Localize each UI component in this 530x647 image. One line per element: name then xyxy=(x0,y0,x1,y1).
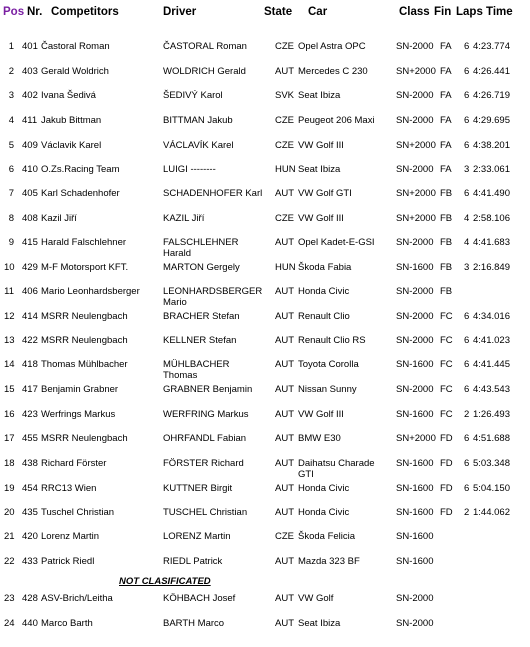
row-class: SN-1600 xyxy=(396,531,434,542)
row-class: SN-2000 xyxy=(396,286,434,297)
row-pos: 10 xyxy=(4,262,15,273)
row-fin: FA xyxy=(440,164,452,175)
row-nr: 440 xyxy=(22,618,38,629)
row-driver: MARTON Gergely xyxy=(163,262,240,273)
row-driver: FÖRSTER Richard xyxy=(163,458,244,469)
row-car: Honda Civic xyxy=(298,286,350,297)
row-fin: FB xyxy=(440,188,453,199)
row-class: SN+2000 xyxy=(396,433,436,444)
row-competitor: Častoral Roman xyxy=(41,41,110,52)
row-pos: 9 xyxy=(8,237,14,248)
row-state: AUT xyxy=(275,618,294,629)
row-time: 2:58.106 xyxy=(473,213,510,224)
table-row xyxy=(0,213,530,224)
row-nr: 410 xyxy=(22,164,38,175)
row-class: SN-1600 xyxy=(396,409,434,420)
header-competitors: Competitors xyxy=(51,6,119,18)
row-class: SN-2000 xyxy=(396,237,434,248)
row-driver: LORENZ Martin xyxy=(163,531,231,542)
header-laps: Laps xyxy=(456,6,483,18)
row-class: SN-2000 xyxy=(396,41,434,52)
row-class: SN-2000 xyxy=(396,618,434,629)
row-competitor: MSRR Neulengbach xyxy=(41,311,128,322)
row-nr: 454 xyxy=(22,483,38,494)
row-competitor: O.Zs.Racing Team xyxy=(41,164,120,175)
row-fin: FA xyxy=(440,90,452,101)
row-car: Škoda Felicia xyxy=(298,531,356,542)
row-state: AUT xyxy=(275,311,294,322)
row-laps: 6 xyxy=(464,483,470,494)
table-row xyxy=(0,359,530,381)
row-pos: 1 xyxy=(8,41,14,52)
row-laps: 6 xyxy=(464,384,470,395)
row-pos: 15 xyxy=(4,384,15,395)
row-competitor: Thomas Mühlbacher xyxy=(41,359,128,370)
row-state: HUN xyxy=(275,262,296,273)
row-pos: 8 xyxy=(8,213,14,224)
header-driver: Driver xyxy=(163,6,197,18)
row-driver: BITTMAN Jakub xyxy=(163,115,233,126)
row-state: AUT xyxy=(275,286,294,297)
header-pos: Pos xyxy=(3,6,25,18)
table-row xyxy=(0,115,530,126)
row-nr: 415 xyxy=(22,237,38,248)
row-competitor: M-F Motorsport KFT. xyxy=(41,262,129,273)
row-state: SVK xyxy=(275,90,295,101)
row-state: CZE xyxy=(275,213,294,224)
row-competitor: Patrick Riedl xyxy=(41,556,95,567)
not-classified-label: NOT CLASIFICATED xyxy=(119,576,211,587)
table-row xyxy=(0,593,530,604)
row-car: VW Golf GTI xyxy=(298,188,352,199)
row-state: AUT xyxy=(275,458,294,469)
row-pos: 11 xyxy=(4,286,14,297)
row-fin: FA xyxy=(440,115,452,126)
row-car: Mercedes C 230 xyxy=(298,66,368,77)
row-driver: WOLDRICH Gerald xyxy=(163,66,246,77)
row-fin: FC xyxy=(440,359,453,370)
table-row xyxy=(0,262,530,273)
row-nr: 435 xyxy=(22,507,38,518)
row-state: AUT xyxy=(275,335,294,346)
row-fin: FC xyxy=(440,335,453,346)
row-laps: 3 xyxy=(464,262,470,273)
row-time: 4:51.688 xyxy=(473,433,510,444)
row-laps: 2 xyxy=(464,409,470,420)
row-time: 4:41.490 xyxy=(473,188,510,199)
row-class: SN-2000 xyxy=(396,384,434,395)
row-fin: FA xyxy=(440,140,452,151)
row-competitor: MSRR Neulengbach xyxy=(41,335,128,346)
row-car: BMW E30 xyxy=(298,433,341,444)
row-fin: FB xyxy=(440,286,453,297)
row-pos: 6 xyxy=(8,164,14,175)
row-state: CZE xyxy=(275,41,294,52)
row-driver: SCHADENHOFER Karl xyxy=(163,188,263,199)
row-state: AUT xyxy=(275,237,294,248)
header-car: Car xyxy=(308,6,328,18)
row-driver: RIEDL Patrick xyxy=(163,556,223,567)
row-car: Opel Kadet-E-GSI xyxy=(298,237,375,248)
row-competitor: Marco Barth xyxy=(41,618,93,629)
row-nr: 403 xyxy=(22,66,38,77)
row-state: HUN xyxy=(275,164,296,175)
row-driver-line2: Mario xyxy=(163,297,187,308)
row-pos: 5 xyxy=(8,140,14,151)
row-car: Peugeot 206 Maxi xyxy=(298,115,375,126)
row-car: Daihatsu Charade xyxy=(298,458,375,469)
row-nr: 433 xyxy=(22,556,38,567)
row-class: SN-2000 xyxy=(396,115,434,126)
row-laps: 6 xyxy=(464,188,470,199)
row-fin: FD xyxy=(440,458,453,469)
row-car: VW Golf xyxy=(298,593,334,604)
row-competitor: Kazil Jiří xyxy=(41,213,77,224)
row-state: CZE xyxy=(275,140,294,151)
row-pos: 2 xyxy=(8,66,14,77)
row-driver: KUTTNER Birgit xyxy=(163,483,233,494)
row-driver: BARTH Marco xyxy=(163,618,225,629)
row-pos: 20 xyxy=(4,507,15,518)
row-competitor: Benjamin Grabner xyxy=(41,384,119,395)
row-competitor: Jakub Bittman xyxy=(41,115,102,126)
row-car: VW Golf III xyxy=(298,213,344,224)
row-driver: KELLNER Stefan xyxy=(163,335,237,346)
row-competitor: Lorenz Martin xyxy=(41,531,100,542)
row-driver: BRACHER Stefan xyxy=(163,311,240,322)
row-pos: 22 xyxy=(4,556,15,567)
row-fin: FC xyxy=(440,409,453,420)
row-driver-line2: Harald xyxy=(163,248,191,259)
row-competitor: Tuschel Christian xyxy=(41,507,115,518)
row-car: VW Golf III xyxy=(298,409,344,420)
row-car: Honda Civic xyxy=(298,483,350,494)
row-car: Mazda 323 BF xyxy=(298,556,360,567)
row-time: 4:34.016 xyxy=(473,311,510,322)
row-laps: 2 xyxy=(464,507,470,518)
row-class: SN+2000 xyxy=(396,140,436,151)
row-competitor: Karl Schadenhofer xyxy=(41,188,120,199)
row-nr: 428 xyxy=(22,593,38,604)
row-class: SN-2000 xyxy=(396,164,434,175)
row-car: Nissan Sunny xyxy=(298,384,357,395)
row-driver: KÖHBACH Josef xyxy=(163,593,236,604)
row-car: VW Golf III xyxy=(298,140,344,151)
row-time: 4:38.201 xyxy=(473,140,510,151)
row-state: AUT xyxy=(275,507,294,518)
row-time: 1:26.493 xyxy=(473,409,510,420)
header-nr: Nr. xyxy=(27,6,43,18)
row-pos: 7 xyxy=(8,188,14,199)
row-state: AUT xyxy=(275,188,294,199)
row-fin: FB xyxy=(440,213,453,224)
row-state: AUT xyxy=(275,384,294,395)
row-class: SN-1600 xyxy=(396,262,434,273)
row-car: Renault Clio RS xyxy=(298,335,366,346)
row-pos: 21 xyxy=(4,531,15,542)
table-row xyxy=(0,409,530,420)
row-pos: 14 xyxy=(4,359,15,370)
table-row xyxy=(0,41,530,52)
table-row xyxy=(0,335,530,346)
row-laps: 6 xyxy=(464,458,470,469)
table-row xyxy=(0,311,530,322)
row-state: AUT xyxy=(275,359,294,370)
row-time: 2:16.849 xyxy=(473,262,510,273)
row-driver: TUSCHEL Christian xyxy=(163,507,248,518)
row-time: 4:26.441 xyxy=(473,66,510,77)
row-fin: FD xyxy=(440,483,453,494)
row-laps: 6 xyxy=(464,115,470,126)
row-time: 4:41.023 xyxy=(473,335,510,346)
row-nr: 414 xyxy=(22,311,38,322)
row-competitor: Harald Falschlehner xyxy=(41,237,127,248)
row-laps: 4 xyxy=(464,213,470,224)
row-competitor: Václavik Karel xyxy=(41,140,102,151)
row-nr: 438 xyxy=(22,458,38,469)
row-pos: 16 xyxy=(4,409,15,420)
row-state: AUT xyxy=(275,556,294,567)
row-competitor: Gerald Woldrich xyxy=(41,66,109,77)
row-state: AUT xyxy=(275,483,294,494)
row-fin: FB xyxy=(440,262,453,273)
row-pos: 19 xyxy=(4,483,15,494)
row-laps: 6 xyxy=(464,433,470,444)
row-nr: 411 xyxy=(22,115,38,126)
row-nr: 429 xyxy=(22,262,38,273)
row-time: 5:03.348 xyxy=(473,458,510,469)
row-laps: 6 xyxy=(464,311,470,322)
row-laps: 6 xyxy=(464,140,470,151)
row-fin: FA xyxy=(440,41,452,52)
row-class: SN-2000 xyxy=(396,593,434,604)
row-state: AUT xyxy=(275,433,294,444)
row-pos: 4 xyxy=(8,115,14,126)
row-class: SN-2000 xyxy=(396,311,434,322)
row-nr: 423 xyxy=(22,409,38,420)
row-class: SN+2000 xyxy=(396,213,436,224)
row-car: Opel Astra OPC xyxy=(298,41,366,52)
row-state: AUT xyxy=(275,409,294,420)
row-car: Seat Ibiza xyxy=(298,90,341,101)
row-time: 4:29.695 xyxy=(473,115,510,126)
row-class: SN-1600 xyxy=(396,458,434,469)
row-pos: 24 xyxy=(4,618,15,629)
row-pos: 23 xyxy=(4,593,15,604)
row-time: 5:04.150 xyxy=(473,483,510,494)
row-laps: 4 xyxy=(464,237,470,248)
row-driver: VÁCLAVÍK Karel xyxy=(163,140,234,151)
row-driver-line2: Thomas xyxy=(163,370,198,381)
row-pos: 3 xyxy=(8,90,14,101)
row-nr: 409 xyxy=(22,140,38,151)
row-nr: 417 xyxy=(22,384,38,395)
row-driver: OHRFANDL Fabian xyxy=(163,433,247,444)
row-car: Renault Clio xyxy=(298,311,350,322)
table-row xyxy=(0,458,530,480)
row-nr: 418 xyxy=(22,359,38,370)
row-pos: 18 xyxy=(4,458,15,469)
table-row xyxy=(0,286,530,308)
row-car: Seat Ibiza xyxy=(298,164,341,175)
row-time: 4:26.719 xyxy=(473,90,510,101)
row-class: SN-1600 xyxy=(396,556,434,567)
row-laps: 6 xyxy=(464,66,470,77)
table-row xyxy=(0,507,530,518)
row-driver: KAZIL Jiří xyxy=(163,213,205,224)
row-car: Seat Ibiza xyxy=(298,618,341,629)
row-nr: 408 xyxy=(22,213,38,224)
row-driver: WERFRING Markus xyxy=(163,409,249,420)
table-row xyxy=(0,90,530,101)
row-driver: LEONHARDSBERGER xyxy=(163,286,263,297)
row-driver: FALSCHLEHNER xyxy=(163,237,239,248)
row-nr: 405 xyxy=(22,188,38,199)
row-fin: FC xyxy=(440,311,453,322)
row-fin: FD xyxy=(440,507,453,518)
row-class: SN-1600 xyxy=(396,483,434,494)
row-nr: 406 xyxy=(22,286,38,297)
table-row xyxy=(0,188,530,199)
row-time: 4:41.445 xyxy=(473,359,510,370)
row-car: Honda Civic xyxy=(298,507,350,518)
row-class: SN+2000 xyxy=(396,66,436,77)
row-competitor: MSRR Neulengbach xyxy=(41,433,128,444)
table-row xyxy=(0,433,530,444)
header-time: Time xyxy=(486,6,513,18)
row-competitor: RRC13 Wien xyxy=(41,483,97,494)
row-laps: 6 xyxy=(464,90,470,101)
row-time: 4:41.683 xyxy=(473,237,510,248)
row-nr: 401 xyxy=(22,41,38,52)
row-class: SN-1600 xyxy=(396,359,434,370)
row-fin: FB xyxy=(440,237,453,248)
row-car-line2: GTI xyxy=(298,469,314,480)
row-laps: 6 xyxy=(464,335,470,346)
row-car: Toyota Corolla xyxy=(298,359,359,370)
table-row xyxy=(0,483,530,494)
row-state: CZE xyxy=(275,115,294,126)
row-laps: 6 xyxy=(464,359,470,370)
row-competitor: Werfrings Markus xyxy=(41,409,116,420)
row-competitor: Ivana Šedivá xyxy=(41,90,96,101)
row-nr: 455 xyxy=(22,433,38,444)
row-driver: MÜHLBACHER xyxy=(163,359,230,370)
row-driver: ŠEDIVÝ Karol xyxy=(163,90,223,101)
table-row xyxy=(0,556,530,567)
header-state: State xyxy=(264,6,293,18)
row-state: CZE xyxy=(275,531,294,542)
header-class: Class xyxy=(399,6,430,18)
row-nr: 402 xyxy=(22,90,38,101)
header-fin: Fin xyxy=(434,6,452,18)
row-time: 1:44.062 xyxy=(473,507,510,518)
row-laps: 3 xyxy=(464,164,470,175)
row-pos: 17 xyxy=(4,433,15,444)
row-state: AUT xyxy=(275,66,294,77)
table-row xyxy=(0,531,530,542)
row-fin: FD xyxy=(440,433,453,444)
row-car: Škoda Fabia xyxy=(298,262,352,273)
row-laps: 6 xyxy=(464,41,470,52)
row-class: SN-2000 xyxy=(396,90,434,101)
row-time: 2:33.061 xyxy=(473,164,510,175)
row-time: 4:23.774 xyxy=(473,41,510,52)
table-row xyxy=(0,66,530,77)
row-class: SN+2000 xyxy=(396,188,436,199)
row-competitor: Richard Förster xyxy=(41,458,107,469)
row-fin: FA xyxy=(440,66,452,77)
table-row xyxy=(0,237,530,259)
table-row xyxy=(0,618,530,629)
row-pos: 12 xyxy=(4,311,15,322)
table-row xyxy=(0,140,530,151)
table-row xyxy=(0,384,530,395)
row-pos: 13 xyxy=(4,335,15,346)
row-class: SN-1600 xyxy=(396,507,434,518)
row-competitor: ASV-Brich/Leitha xyxy=(41,593,113,604)
row-time: 4:43.543 xyxy=(473,384,510,395)
table-row xyxy=(0,164,530,175)
row-competitor: Mario Leonhardsberger xyxy=(41,286,140,297)
row-nr: 422 xyxy=(22,335,38,346)
row-class: SN-2000 xyxy=(396,335,434,346)
row-driver: ČASTORAL Roman xyxy=(163,41,247,52)
row-driver: LUIGI -------- xyxy=(163,164,216,175)
row-driver: GRABNER Benjamin xyxy=(163,384,253,395)
row-nr: 420 xyxy=(22,531,38,542)
row-fin: FC xyxy=(440,384,453,395)
row-state: AUT xyxy=(275,593,294,604)
